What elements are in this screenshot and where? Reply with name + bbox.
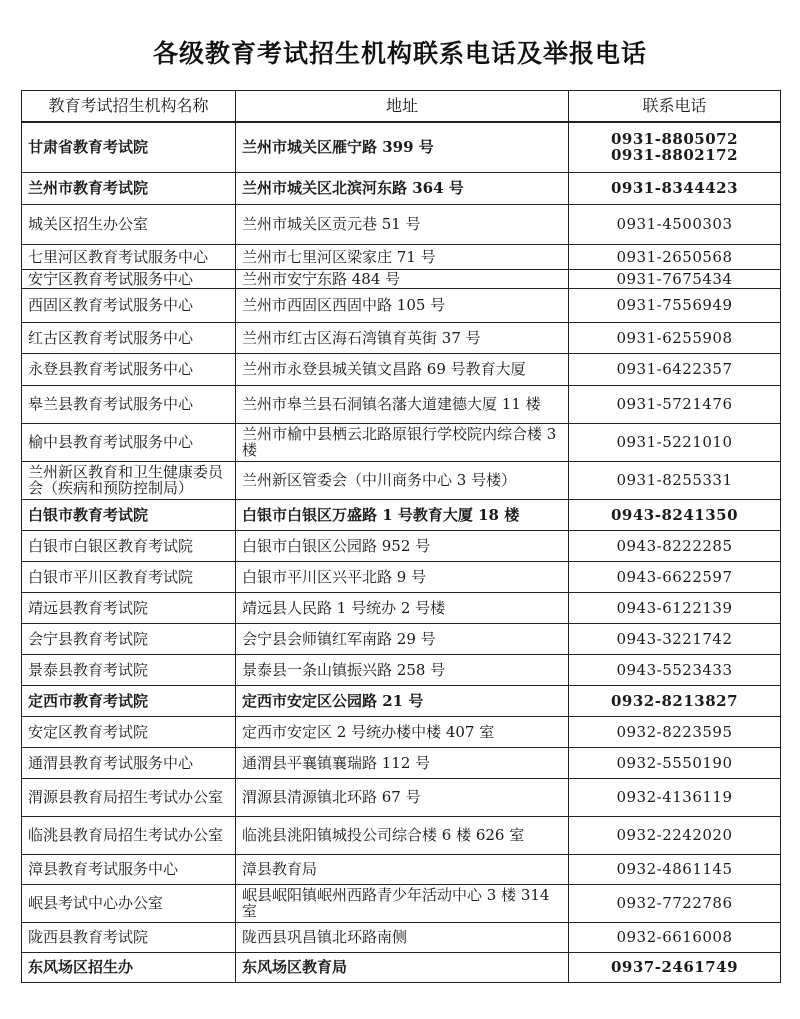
- column-header-phone: 联系电话: [569, 91, 781, 123]
- institution-name: 临洮县教育局招生考试办公室: [22, 816, 236, 854]
- phone-number: 0932-6616008: [616, 928, 733, 946]
- phone-number: 0932-5550190: [616, 753, 733, 772]
- institution-name: 兰州新区教育和卫生健康委员会（疾病和预防控制局）: [22, 461, 236, 499]
- institution-name: 东风场区招生办: [22, 952, 236, 982]
- table-row: [22, 288, 781, 322]
- institution-name: 兰州市教育考试院: [22, 172, 236, 204]
- phone-number: 0943-3221742: [616, 629, 733, 648]
- phone-cell: [569, 288, 781, 322]
- phone-cell: [569, 122, 781, 172]
- institution-name: 安定区教育考试院: [22, 716, 236, 747]
- phone-cell: [569, 685, 781, 716]
- table-row: [22, 816, 781, 854]
- table-row: [22, 854, 781, 884]
- institution-address: 定西市安定区公园路 21 号: [236, 685, 569, 716]
- table-row: [22, 322, 781, 353]
- phone-cell: [569, 461, 781, 499]
- page-title: 各级教育考试招生机构联系电话及举报电话: [152, 39, 647, 68]
- phone-cell: [569, 172, 781, 204]
- institution-address: 白银市平川区兴平北路 9 号: [236, 561, 569, 592]
- phone-number: 0931-8255331: [616, 471, 733, 489]
- phone-number: 0931-8805072: [610, 130, 739, 149]
- phone-cell: [569, 592, 781, 623]
- institution-name: 景泰县教育考试院: [22, 654, 236, 685]
- phone-cell: [569, 623, 781, 654]
- header-row: [22, 91, 781, 123]
- phone-number: 0931-6255908: [616, 328, 733, 347]
- phone-cell: [569, 322, 781, 353]
- table-header: [22, 91, 781, 123]
- institution-address: 兰州市榆中县栖云北路原银行学校院内综合楼 3 楼: [236, 423, 569, 461]
- table-row: [22, 747, 781, 778]
- table-row: [22, 884, 781, 922]
- phone-cell: [569, 385, 781, 423]
- phone-number: 0932-4861145: [616, 860, 733, 878]
- table-row: [22, 461, 781, 499]
- phone-number: 0943-6622597: [616, 567, 733, 586]
- institution-address: 会宁县会师镇红军南路 29 号: [236, 623, 569, 654]
- phone-number: 0932-8213827: [610, 691, 739, 710]
- institution-name: 岷县考试中心办公室: [22, 884, 236, 922]
- institution-address: 景泰县一条山镇振兴路 258 号: [236, 654, 569, 685]
- institution-address: 兰州市城关区北滨河东路 364 号: [236, 172, 569, 204]
- institution-address: 临洮县洮阳镇城投公司综合楼 6 楼 626 室: [236, 816, 569, 854]
- table-row: [22, 561, 781, 592]
- institution-address: 兰州市城关区贡元巷 51 号: [236, 204, 569, 244]
- phone-cell: [569, 854, 781, 884]
- institution-address: 兰州新区管委会（中川商务中心 3 号楼）: [236, 461, 569, 499]
- institution-name: 靖远县教育考试院: [22, 592, 236, 623]
- institution-address: 兰州市西固区西固中路 105 号: [236, 288, 569, 322]
- phone-number: 0931-7556949: [616, 296, 733, 314]
- phone-number: 0931-4500303: [616, 215, 733, 233]
- phone-number: 0932-4136119: [616, 788, 733, 806]
- institution-name: 漳县教育考试服务中心: [22, 854, 236, 884]
- table-row: [22, 716, 781, 747]
- phone-cell: [569, 884, 781, 922]
- institution-address: 兰州市安宁东路 484 号: [236, 269, 569, 288]
- institution-address: 兰州市七里河区梁家庄 71 号: [236, 244, 569, 269]
- institution-name: 渭源县教育局招生考试办公室: [22, 778, 236, 816]
- institution-address: 渭源县清源镇北环路 67 号: [236, 778, 569, 816]
- institution-name: 白银市白银区教育考试院: [22, 530, 236, 561]
- phone-number: 0932-7722786: [616, 894, 733, 912]
- phone-number: 0932-2242020: [616, 826, 733, 844]
- phone-number: 0931-7675434: [616, 269, 733, 288]
- institution-address: 兰州市城关区雁宁路 399 号: [236, 122, 569, 172]
- phone-cell: [569, 952, 781, 982]
- phone-cell: [569, 816, 781, 854]
- phone-cell: [569, 530, 781, 561]
- institution-name: 西固区教育考试服务中心: [22, 288, 236, 322]
- phone-number: 0943-5523433: [616, 660, 733, 679]
- table-row: [22, 499, 781, 530]
- phone-number: 0943-6122139: [616, 598, 733, 617]
- phone-cell: [569, 922, 781, 952]
- phone-number: 0943-8241350: [610, 505, 739, 524]
- phone-number: 0932-8223595: [616, 722, 733, 741]
- table-row: [22, 385, 781, 423]
- phone-number: 0931-6422357: [616, 360, 733, 378]
- institution-name: 定西市教育考试院: [22, 685, 236, 716]
- table-row: [22, 204, 781, 244]
- phone-cell: [569, 353, 781, 385]
- institution-address: 靖远县人民路 1 号统办 2 号楼: [236, 592, 569, 623]
- table-row: [22, 530, 781, 561]
- phone-number: 0931-5721476: [616, 395, 733, 413]
- table-row: [22, 952, 781, 982]
- table-body: [22, 122, 781, 982]
- phone-number: 0931-5221010: [616, 433, 733, 451]
- table-row: [22, 353, 781, 385]
- institution-address: 兰州市皋兰县石洞镇名藩大道建德大厦 11 楼: [236, 385, 569, 423]
- institution-name: 白银市教育考试院: [22, 499, 236, 530]
- institution-address: 漳县教育局: [236, 854, 569, 884]
- table-row: [22, 244, 781, 269]
- institution-name: 永登县教育考试服务中心: [22, 353, 236, 385]
- institution-name: 安宁区教育考试服务中心: [22, 269, 236, 288]
- contacts-table: [21, 90, 781, 983]
- column-header-address: 地址: [236, 91, 569, 123]
- phone-cell: [569, 654, 781, 685]
- institution-name: 白银市平川区教育考试院: [22, 561, 236, 592]
- phone-number: 0943-8222285: [616, 536, 733, 555]
- column-header-name: 教育考试招生机构名称: [22, 91, 236, 123]
- institution-name: 会宁县教育考试院: [22, 623, 236, 654]
- institution-address: 兰州市红古区海石湾镇育英街 37 号: [236, 322, 569, 353]
- phone-cell: [569, 244, 781, 269]
- institution-name: 榆中县教育考试服务中心: [22, 423, 236, 461]
- phone-number: 0937-2461749: [610, 958, 739, 976]
- institution-address: 兰州市永登县城关镇文昌路 69 号教育大厦: [236, 353, 569, 385]
- table-row: [22, 122, 781, 172]
- institution-address: 白银市白银区万盛路 1 号教育大厦 18 楼: [236, 499, 569, 530]
- phone-cell: [569, 561, 781, 592]
- table-row: [22, 778, 781, 816]
- phone-number: 0931-8802172: [610, 146, 739, 165]
- phone-cell: [569, 269, 781, 288]
- institution-name: 陇西县教育考试院: [22, 922, 236, 952]
- institution-address: 陇西县巩昌镇北环路南侧: [236, 922, 569, 952]
- institution-name: 红古区教育考试服务中心: [22, 322, 236, 353]
- institution-address: 通渭县平襄镇襄瑞路 112 号: [236, 747, 569, 778]
- table-row: [22, 423, 781, 461]
- institution-address: 白银市白银区公园路 952 号: [236, 530, 569, 561]
- institution-name: 七里河区教育考试服务中心: [22, 244, 236, 269]
- institution-address: 岷县岷阳镇岷州西路青少年活动中心 3 楼 314 室: [236, 884, 569, 922]
- phone-cell: [569, 423, 781, 461]
- phone-cell: [569, 716, 781, 747]
- table-row: [22, 685, 781, 716]
- institution-name: 城关区招生办公室: [22, 204, 236, 244]
- phone-number: 0931-2650568: [616, 247, 733, 266]
- table-row: [22, 592, 781, 623]
- phone-cell: [569, 747, 781, 778]
- institution-name: 皋兰县教育考试服务中心: [22, 385, 236, 423]
- table-row: [22, 922, 781, 952]
- table-row: [22, 172, 781, 204]
- table-row: [22, 623, 781, 654]
- phone-number: 0931-8344423: [610, 179, 739, 197]
- institution-address: 定西市安定区 2 号统办楼中楼 407 室: [236, 716, 569, 747]
- table-row: [22, 269, 781, 288]
- institution-name: 通渭县教育考试服务中心: [22, 747, 236, 778]
- institution-name: 甘肃省教育考试院: [22, 122, 236, 172]
- table-row: [22, 654, 781, 685]
- phone-cell: [569, 499, 781, 530]
- phone-cell: [569, 778, 781, 816]
- institution-address: 东风场区教育局: [236, 952, 569, 982]
- phone-cell: [569, 204, 781, 244]
